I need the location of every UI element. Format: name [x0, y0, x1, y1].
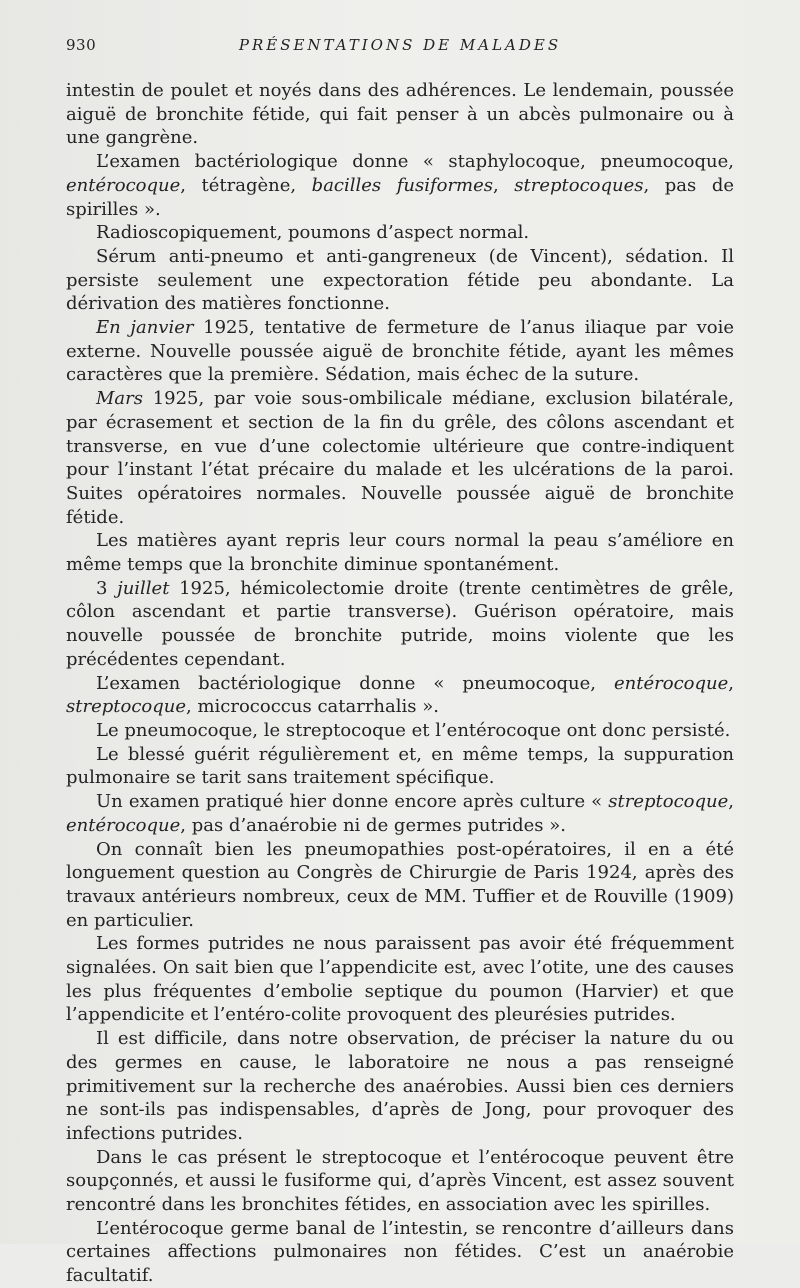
italic-term: streptocoque: [66, 696, 187, 718]
paragraph: L’entérocoque germe banal de l’intestin, se rencontre d’ailleurs dans certaines affections pulmonaires non fétides. C’est un anaérobie facultatif.: [66, 1217, 734, 1287]
paragraph: Le pneumocoque, le streptocoque et l’entérocoque ont donc persisté.: [96, 719, 731, 741]
italic-term: bacilles fusiformes: [311, 174, 494, 196]
paragraph: Il est difficile, dans notre observation, de préciser la nature du ou des germes en cause, le laboratoire ne nous a pas renseigné primitivement sur la recherche des anaérobies. Aussi bien ces derniers ne sont-ils pas indispensables, d’après de Jong, pour provoquer des infections putrides.: [66, 1028, 734, 1144]
italic-term: juillet: [117, 577, 170, 599]
paragraph: En janvier 1925, tentative de fermeture de l’anus iliaque par voie externe. Nouvelle poussée aiguë de bronchite fétide, ayant les mêmes caractères que la première. Sédation, mais échec de la suture.: [66, 317, 734, 386]
running-title: PRÉSENTATIONS DE MALADES: [238, 36, 562, 54]
paragraph: 3 juillet 1925, hémicolectomie droite (trente centimètres de grêle, côlon ascendant et partie transverse). Guérison opératoire, mais nouvelle poussée de bronchite putride, moins violente que les précédentes cependant.: [66, 577, 734, 670]
paragraph: L’examen bactériologique donne « pneumocoque, entérocoque, streptocoque, micrococcus catarrhalis ».: [66, 672, 734, 718]
page-header: [66, 36, 734, 60]
italic-term: entérocoque: [66, 814, 181, 836]
paragraph: L’examen bactériologique donne « staphylocoque, pneumocoque, entérocoque, tétragène, bacilles fusiformes, streptocoques, pas de spirilles ».: [66, 151, 734, 220]
page-number: 930: [66, 36, 97, 54]
italic-term: streptocoque: [608, 791, 729, 813]
paragraph: intestin de poulet et noyés dans des adhérences. Le lendemain, poussée aiguë de bronchite fétide, qui fait penser à un abcès pulmonaire ou à une gangrène.: [66, 80, 734, 149]
italic-term: En janvier: [96, 317, 194, 339]
italic-term: entérocoque: [614, 672, 729, 694]
italic-term: entérocoque: [66, 174, 181, 196]
paragraph: Radioscopiquement, poumons d’aspect normal.: [96, 222, 530, 244]
paragraph: Un examen pratiqué hier donne encore après culture « streptocoque, entérocoque, pas d’anaérobie ni de germes putrides ».: [66, 791, 734, 836]
paragraph: Les matières ayant repris leur cours normal la peau s’améliore en même temps que la bronchite diminue spontanément.: [66, 530, 734, 576]
paragraph: Mars 1925, par voie sous-ombilicale médiane, exclusion bilatérale, par écrasement et section de la fin du grêle, des côlons ascendant et transverse, en vue d’une colectomie ultérieure que contre-indiquent pour l’instant l’état précaire du malade et les ulcérations de la paroi. Suites opératoires normales. Nouvelle poussée aiguë de bronchite fétide.: [66, 388, 734, 528]
body-text: [66, 79, 734, 1288]
paragraph: Sérum anti-pneumo et anti-gangreneux (de Vincent), sédation. Il persiste seulement une expectoration fétide peu abondante. La dérivation des matières fonctionne.: [66, 245, 734, 315]
paragraph: Dans le cas présent le streptocoque et l’entérocoque peuvent être soupçonnés, et aussi le fusiforme qui, d’après Vincent, est assez souvent rencontré dans les bronchites fétides, en association avec les spirilles.: [66, 1146, 734, 1216]
paragraph: On connaît bien les pneumopathies post-opératoires, il en a été longuement question au Congrès de Chirurgie de Paris 1924, après des travaux antérieurs nombreux, ceux de MM. Tuffier et de Rouville (1909) en particulier.: [66, 838, 734, 931]
italic-term: streptocoques: [514, 174, 644, 196]
paragraph: Les formes putrides ne nous paraissent pas avoir été fréquemment signalées. On sait bien que l’appendicite est, avec l’otite, une des causes les plus fréquentes d’embolie septique du poumon (Harvier) et que l’appendicite et l’entéro-colite provoquent des pleurésies putrides.: [66, 933, 734, 1026]
italic-term: Mars: [96, 388, 144, 410]
paragraph: Le blessé guérit régulièrement et, en même temps, la suppuration pulmonaire se tarit sans traitement spécifique.: [66, 743, 734, 789]
